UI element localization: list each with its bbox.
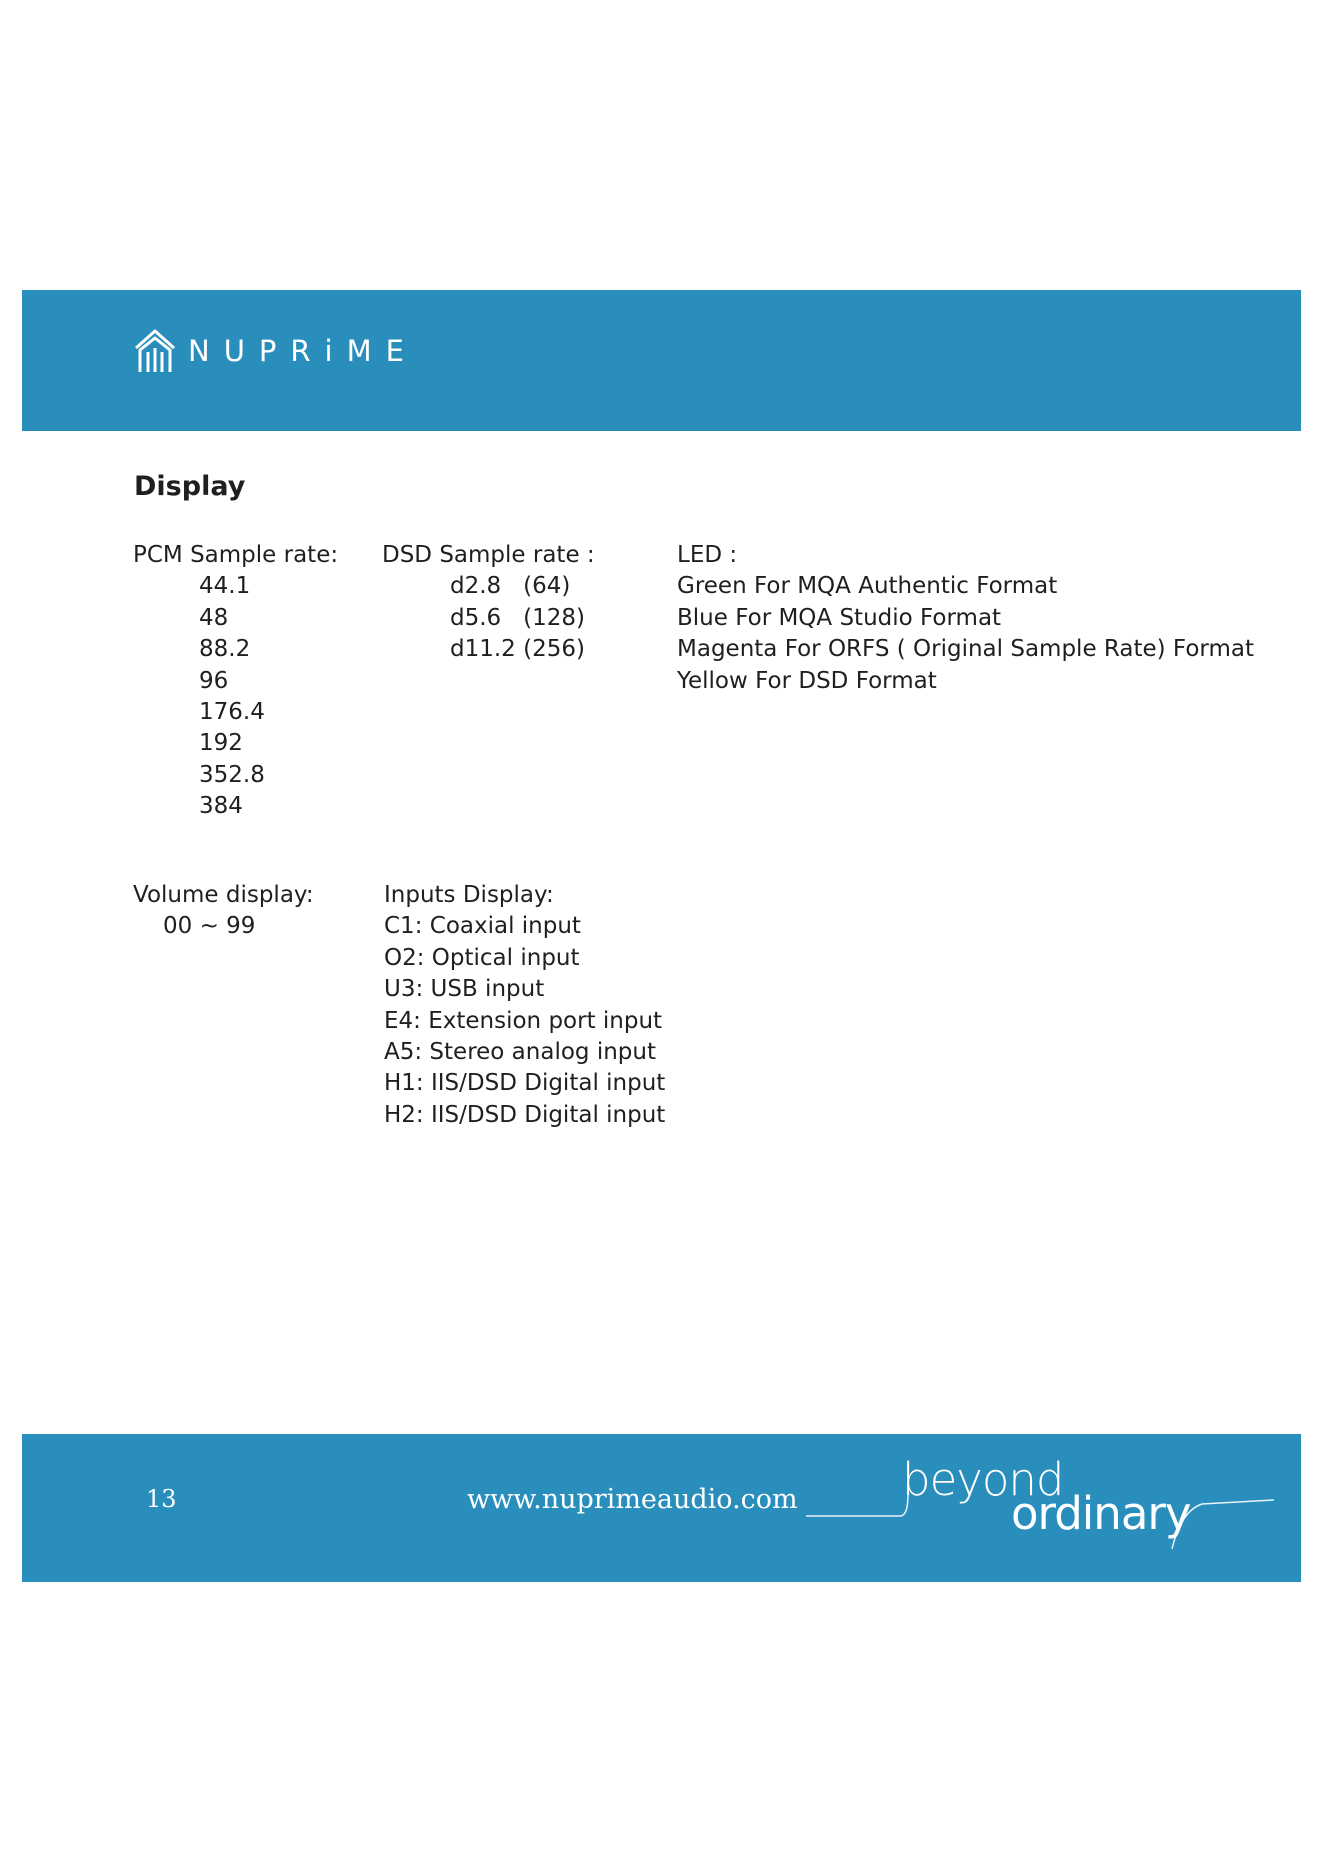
input-item: U3: USB input [384,976,545,1003]
input-item: A5: Stereo analog input [384,1038,656,1065]
input-item: C1: Coaxial input [384,913,581,940]
pcm-rate: 88.2 [199,636,251,663]
pcm-rate: 44.1 [199,573,251,600]
input-item: H2: IIS/DSD Digital input [384,1101,666,1128]
led-item: Magenta For ORFS ( Original Sample Rate) Format [677,636,1254,663]
pcm-rate: 96 [199,667,229,694]
dsd-rate: d11.2 (256) [450,636,585,663]
pcm-rate: 352.8 [199,761,265,788]
input-item: H1: IIS/DSD Digital input [384,1070,666,1097]
pcm-rate: 192 [199,730,243,757]
page-number: 13 [146,1485,177,1513]
page-title: Display [134,471,246,502]
led-item: Yellow For DSD Format [677,667,937,694]
volume-label: Volume display: [133,882,314,908]
led-item: Green For MQA Authentic Format [677,573,1058,600]
inputs-display-list [384,880,665,1131]
nuprime-logo-icon [134,328,176,374]
led-label: LED : [677,542,738,568]
tagline-beyond: beyond [902,1453,1064,1506]
input-item: E4: Extension port input [384,1007,663,1034]
led-list [677,540,1254,697]
pcm-sample-rate-list [133,540,338,823]
volume-display [133,880,314,943]
brand-logo [134,328,418,374]
tagline-ordinary: ordinary [1011,1487,1191,1540]
dsd-rate: d5.6 (128) [450,604,585,631]
pcm-rate: 48 [199,604,229,631]
dsd-sample-rate-list [382,540,595,666]
volume-range: 00 ~ 99 [163,913,256,940]
dsd-label: DSD Sample rate : [382,542,595,568]
pcm-rate: 176.4 [199,698,265,725]
brand-name: NUPRiME [188,333,418,368]
website-link[interactable]: www.nuprimeaudio.com [467,1484,798,1515]
dsd-rate: d2.8 (64) [450,573,571,600]
led-item: Blue For MQA Studio Format [677,604,1002,631]
pcm-label: PCM Sample rate: [133,542,339,568]
inputs-label: Inputs Display: [384,882,554,908]
pcm-rate: 384 [199,793,243,820]
input-item: O2: Optical input [384,944,580,971]
